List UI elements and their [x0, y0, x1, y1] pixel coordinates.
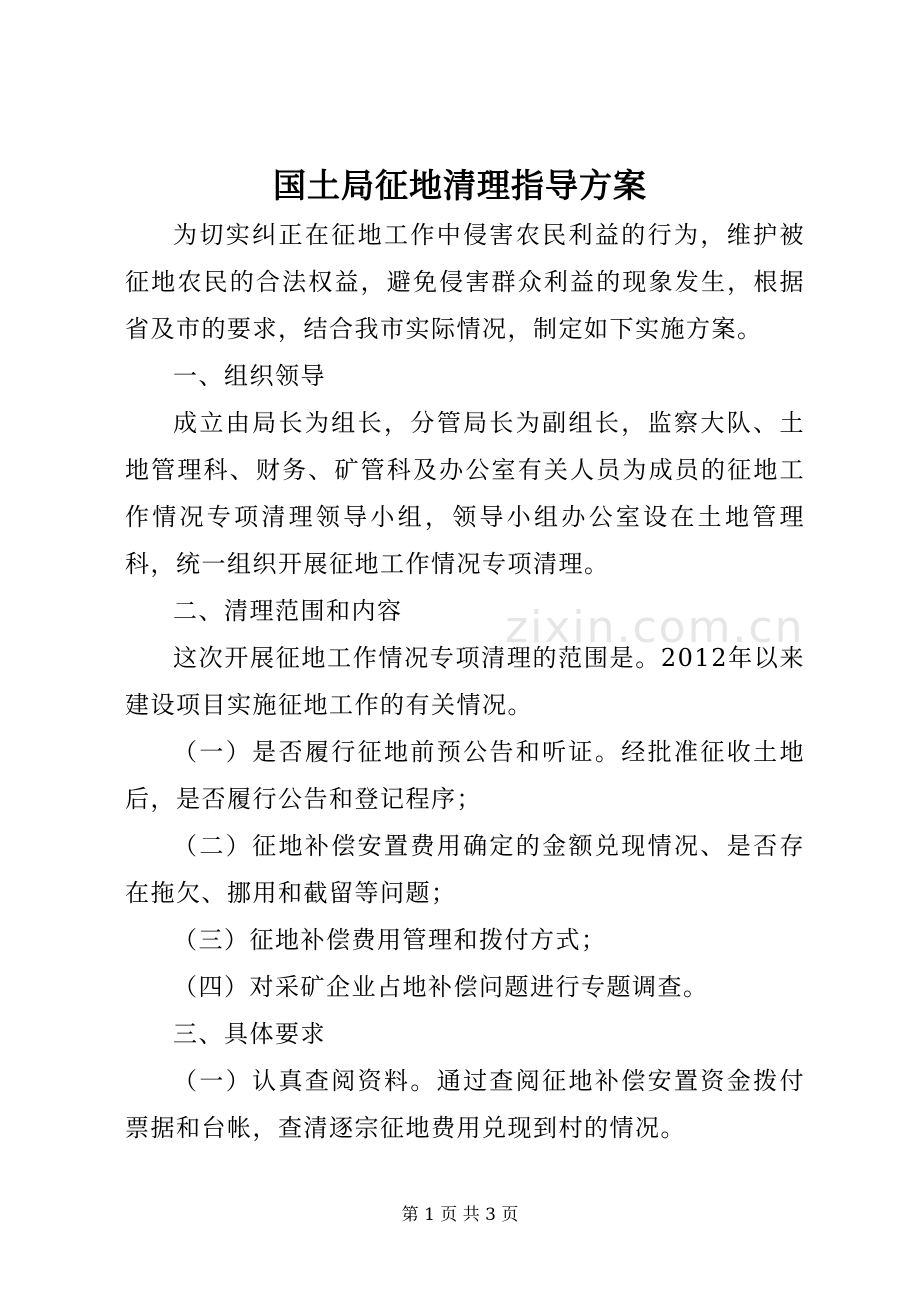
list-item-3: （三）征地补偿费用管理和拨付方式；	[173, 926, 607, 954]
section-heading-3: 三、具体要求	[173, 1020, 326, 1048]
paragraph-organization: 成立由局长为组长，分管局长为副组长，监察大队、土地管理科、财务、矿管科及办公室有关人员为成员的征地工作情况专项清理领导小组，领导小组办公室设在土地管理科，统一组织开展征地工作情况专项清理。	[125, 409, 805, 578]
document-body	[125, 212, 805, 1152]
watermark: zixin.com.cn	[505, 602, 805, 653]
section-heading-2: 二、清理范围和内容	[173, 597, 403, 625]
requirement-item-1: （一）认真查阅资料。通过查阅征地补偿安置资金拨付票据和台帐，查清逐宗征地费用兑现到村的情况。	[125, 1067, 805, 1142]
list-item-2: （二）征地补偿安置费用确定的金额兑现情况、是否存在拖欠、挪用和截留等问题；	[125, 832, 805, 907]
paragraph-intro: 为切实纠正在征地工作中侵害农民利益的行为，维护被征地农民的合法权益，避免侵害群众利益的现象发生，根据省及市的要求，结合我市实际情况，制定如下实施方案。	[125, 221, 805, 343]
page-footer: 第 1 页 共 3 页	[401, 1205, 519, 1225]
document-title: 国土局征地清理指导方案	[273, 166, 647, 205]
list-item-1: （一）是否履行征地前预公告和听证。经批准征收土地后，是否履行公告和登记程序；	[125, 738, 805, 813]
list-item-4: （四）对采矿企业占地补偿问题进行专题调查。	[173, 973, 709, 1001]
paragraph-scope: 这次开展征地工作情况专项清理的范围是。2012年以来建设项目实施征地工作的有关情况。	[125, 644, 805, 719]
section-heading-1: 一、组织领导	[173, 362, 326, 390]
